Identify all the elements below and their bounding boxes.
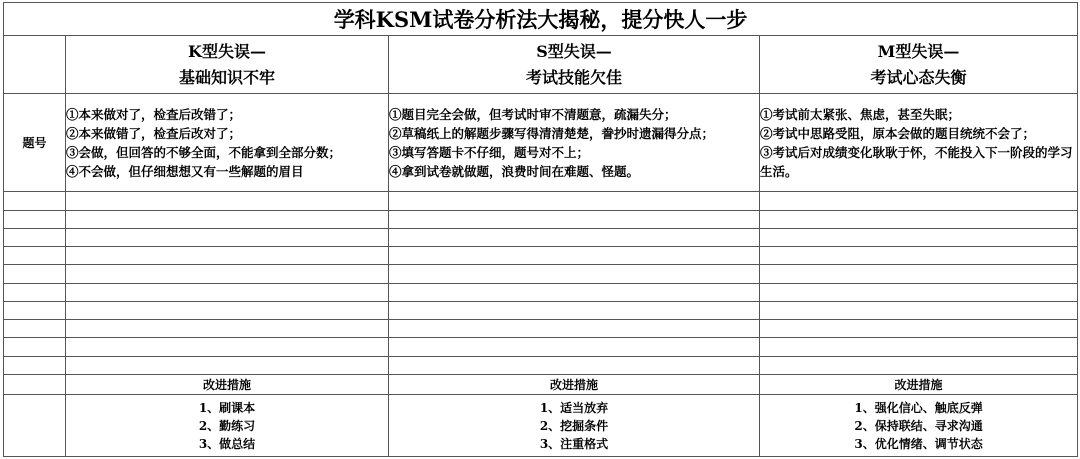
- k-improve-list: [66, 395, 389, 457]
- m-type-heading-line2: 考试心态失衡: [870, 67, 967, 87]
- improve-list-row: [4, 395, 1078, 457]
- blank-row: [4, 228, 1078, 246]
- k-type-item: ①本来做对了，检查后改错了；: [66, 106, 242, 122]
- s-improve-item: 3、注重格式: [539, 436, 609, 451]
- k-type-item: ②本来做错了，检查后改对了；: [66, 125, 242, 141]
- blank-row: [4, 283, 1078, 301]
- s-type-item: ③填写答题卡不仔细，题号对不上；: [389, 144, 590, 160]
- blank-row: [4, 320, 1078, 338]
- k-type-heading-line1: K型失误—: [188, 41, 266, 61]
- m-improve-item: 3、优化情绪、调节状态: [854, 436, 983, 451]
- question-number-label: 题号: [4, 94, 66, 192]
- k-type-description: [66, 94, 389, 192]
- table-title: 学科KSM试卷分析法大揭秘，提分快人一步: [4, 3, 1078, 36]
- s-improve-item: 2、挖掘条件: [539, 418, 609, 433]
- description-row: [4, 94, 1078, 192]
- heading-row: [4, 36, 1078, 94]
- m-type-item: ②考试中思路受阻，原本会做的题目统统不会了；: [760, 125, 1036, 141]
- corner-cell: [4, 36, 66, 94]
- k-improve-item: 3、做总结: [198, 436, 256, 451]
- analysis-table: [3, 2, 1078, 457]
- blank-row: [4, 356, 1078, 374]
- m-improve-item: 2、保持联结、寻求沟通: [854, 418, 983, 433]
- improve-title-row: [4, 374, 1078, 394]
- blank-row: [4, 338, 1078, 356]
- improve-list-label-cell: [4, 395, 66, 457]
- m-type-item: ③考试后对成绩变化耿耿于怀，不能投入下一阶段的学习生活。: [760, 144, 1073, 179]
- s-type-item: ①题目完全会做，但考试时审不清题意，疏漏失分；: [389, 106, 677, 122]
- k-type-heading: [66, 36, 389, 94]
- s-type-item: ②草稿纸上的解题步骤写得清清楚楚，誊抄时遗漏得分点；: [389, 125, 715, 141]
- s-type-item: ④拿到试卷就做题，浪费时间在难题、怪题。: [389, 163, 640, 179]
- improve-label-cell: [4, 374, 66, 394]
- title-row: [4, 3, 1078, 36]
- s-type-heading-line1: S型失误—: [536, 41, 612, 61]
- s-type-heading-line2: 考试技能欠佳: [525, 67, 622, 87]
- s-type-heading: [389, 36, 760, 94]
- m-improve-item: 1、强化信心、触底反弹: [854, 400, 983, 415]
- m-improve-list: [760, 395, 1078, 457]
- k-improve-item: 2、勤练习: [198, 418, 256, 433]
- s-improve-title: 改进措施: [389, 374, 760, 394]
- k-improve-item: 1、刷课本: [198, 400, 256, 415]
- blank-row: [4, 265, 1078, 283]
- k-type-item: ④不会做，但仔细想想又有一些解题的眉目: [66, 163, 304, 179]
- blank-row: [4, 301, 1078, 319]
- blank-row: [4, 192, 1078, 210]
- s-improve-item: 1、适当放弃: [539, 400, 609, 415]
- blank-row: [4, 210, 1078, 228]
- k-type-heading-line2: 基础知识不牢: [178, 67, 275, 87]
- s-type-description: [389, 94, 760, 192]
- s-improve-list: [389, 395, 760, 457]
- m-type-description: [760, 94, 1078, 192]
- m-type-item: ①考试前太紧张、焦虑，甚至失眠；: [760, 106, 961, 122]
- k-improve-title: 改进措施: [66, 374, 389, 394]
- m-improve-title: 改进措施: [760, 374, 1078, 394]
- m-type-heading: [760, 36, 1078, 94]
- blank-row: [4, 247, 1078, 265]
- k-type-item: ③会做，但回答的不够全面，不能拿到全部分数；: [66, 144, 342, 160]
- m-type-heading-line1: M型失误—: [877, 41, 960, 61]
